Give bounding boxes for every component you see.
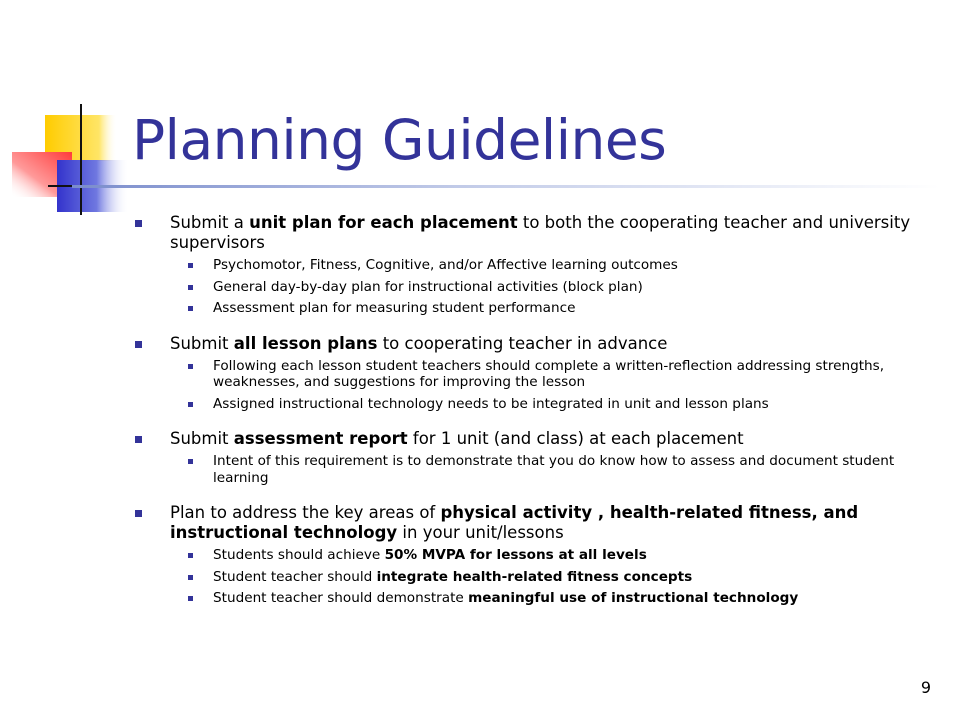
bullet-list [135, 213, 925, 624]
sub-bullet [135, 358, 925, 391]
text-run: Student teacher should [213, 568, 377, 585]
sub-bullet [135, 279, 925, 296]
bold-text-run: meaningful use of instructional technology [468, 590, 799, 606]
sub-bullet [135, 453, 925, 486]
main-bullet [135, 503, 925, 543]
bullet-section [135, 213, 925, 317]
text-run: Intent of this requirement is to demonstrate that you do know how to assess and document student learning [213, 453, 895, 486]
sub-bullet [135, 547, 925, 564]
sub-bullet [135, 569, 925, 586]
bold-text-run: all lesson plans [233, 333, 378, 353]
text-run: General day-by-day plan for instructional activities (block plan) [213, 278, 643, 295]
bold-text-run: 50% MVPA for lessons at all levels [384, 547, 647, 563]
text-run: Submit [170, 333, 234, 353]
main-bullet [135, 213, 925, 253]
page-number: 9 [920, 678, 931, 697]
bold-text-run: assessment report [233, 429, 408, 448]
text-run: Psychomotor, Fitness, Cognitive, and/or Affective learning outcomes [213, 257, 678, 273]
text-run: Submit a [170, 213, 250, 232]
bullet-section [135, 334, 925, 413]
bullet-section [135, 503, 925, 607]
text-run: Following each lesson student teachers should complete a written-reflection addressing strengths, weaknesses, and suggestions for improving the lesson [213, 357, 885, 390]
text-run: to cooperating teacher in advance [377, 333, 668, 353]
text-run: Assigned instructional technology needs to be integrated in unit and lesson plans [213, 395, 769, 412]
text-run: Students should achieve [213, 547, 385, 563]
bold-text-run: physical activity , health-related fitness, and instructional technology [170, 503, 859, 542]
main-bullet [135, 429, 925, 449]
sub-bullet [135, 396, 925, 413]
main-bullet [135, 334, 925, 354]
bold-text-run: integrate health-related fitness concepts [376, 568, 693, 585]
text-run: for 1 unit (and class) at each placement [407, 429, 744, 448]
bold-text-run: unit plan for each placement [249, 213, 518, 232]
decorative-squares-graphic [0, 0, 140, 230]
sub-bullet [135, 590, 925, 607]
text-run: Plan to address the key areas of [170, 503, 441, 522]
text-run: Assessment plan for measuring student performance [213, 300, 576, 316]
slide-title: Planning Guidelines [132, 108, 667, 172]
text-run: to both the cooperating teacher and university supervisors [170, 213, 911, 252]
title-underline [72, 185, 940, 188]
sub-bullet [135, 257, 925, 274]
bullet-section [135, 429, 925, 486]
sub-bullet [135, 300, 925, 317]
text-run: Submit [170, 429, 234, 448]
text-run: Student teacher should demonstrate [213, 590, 469, 606]
text-run: in your unit/lessons [397, 523, 564, 542]
